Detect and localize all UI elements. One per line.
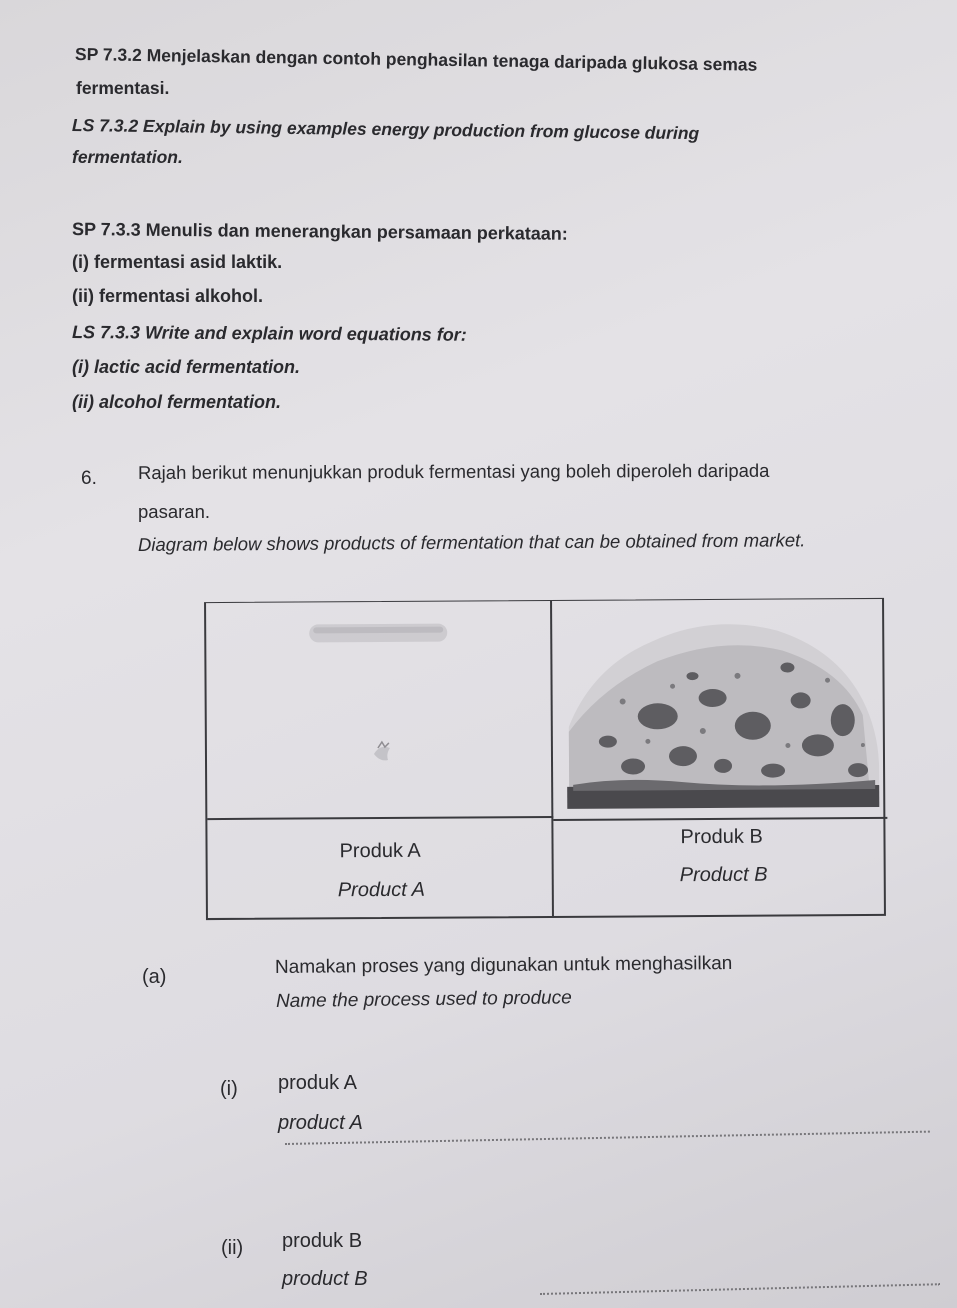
part-a-english: Name the process used to produce [275, 987, 572, 1012]
product-diagram-table [204, 598, 886, 920]
part-a-i-label: (i) [220, 1078, 238, 1100]
part-a-malay: Namakan proses yang digunakan untuk menghasilkan [274, 953, 733, 978]
sp-7-3-2-title: SP 7.3.2 Menjelaskan dengan contoh penghasilan tenaga daripada glukosa semas [74, 44, 758, 75]
sp-7-3-3-item-ii: (ii) fermentasi alkohol. [72, 286, 264, 306]
part-a-i-malay: produk A [278, 1072, 357, 1094]
part-a-i-english: product A [278, 1112, 363, 1134]
part-a-ii-label: (ii) [221, 1237, 244, 1259]
question-malay-line2: pasaran. [138, 501, 210, 522]
answer-line-i[interactable] [285, 1131, 930, 1145]
sp-7-3-3-item-i: (i) fermentasi asid laktik. [72, 252, 283, 272]
question-malay-line1: Rajah berikut menunjukkan produk fermentasi yang boleh diperoleh daripada [137, 459, 770, 483]
table-divider-horizontal [207, 816, 553, 820]
part-a-ii-malay: produk B [282, 1230, 363, 1252]
table-divider-vertical [550, 601, 554, 916]
ls-7-3-3-title: LS 7.3.3 Write and explain word equations for: [71, 322, 467, 345]
ls-7-3-2-title: LS 7.3.2 Explain by using examples energy production from glucose during [71, 115, 700, 144]
answer-line-ii[interactable] [540, 1283, 940, 1295]
ls-7-3-3-item-ii: (ii) alcohol fermentation. [72, 392, 282, 412]
ls-7-3-2-continuation: fermentation. [72, 147, 183, 167]
product-a-image [301, 616, 462, 787]
product-b-label-english: Product B [679, 863, 768, 887]
question-number: 6. [81, 468, 97, 489]
product-a-label-english: Product A [337, 878, 425, 902]
ls-7-3-3-item-i: (i) lactic acid fermentation. [72, 357, 301, 377]
part-a-ii-english: product B [282, 1268, 368, 1290]
part-a-label: (a) [142, 966, 167, 988]
sp-7-3-2-continuation: fermentasi. [76, 78, 170, 98]
product-a-label-malay: Produk A [339, 839, 421, 863]
product-b-label-malay: Produk B [680, 825, 763, 849]
question-english: Diagram below shows products of fermentation that can be obtained from market. [137, 529, 806, 555]
sp-7-3-3-title: SP 7.3.3 Menulis dan menerangkan persamaan perkataan: [71, 219, 568, 244]
table-divider-horizontal-right [553, 817, 887, 821]
product-b-bread-image [562, 605, 883, 812]
